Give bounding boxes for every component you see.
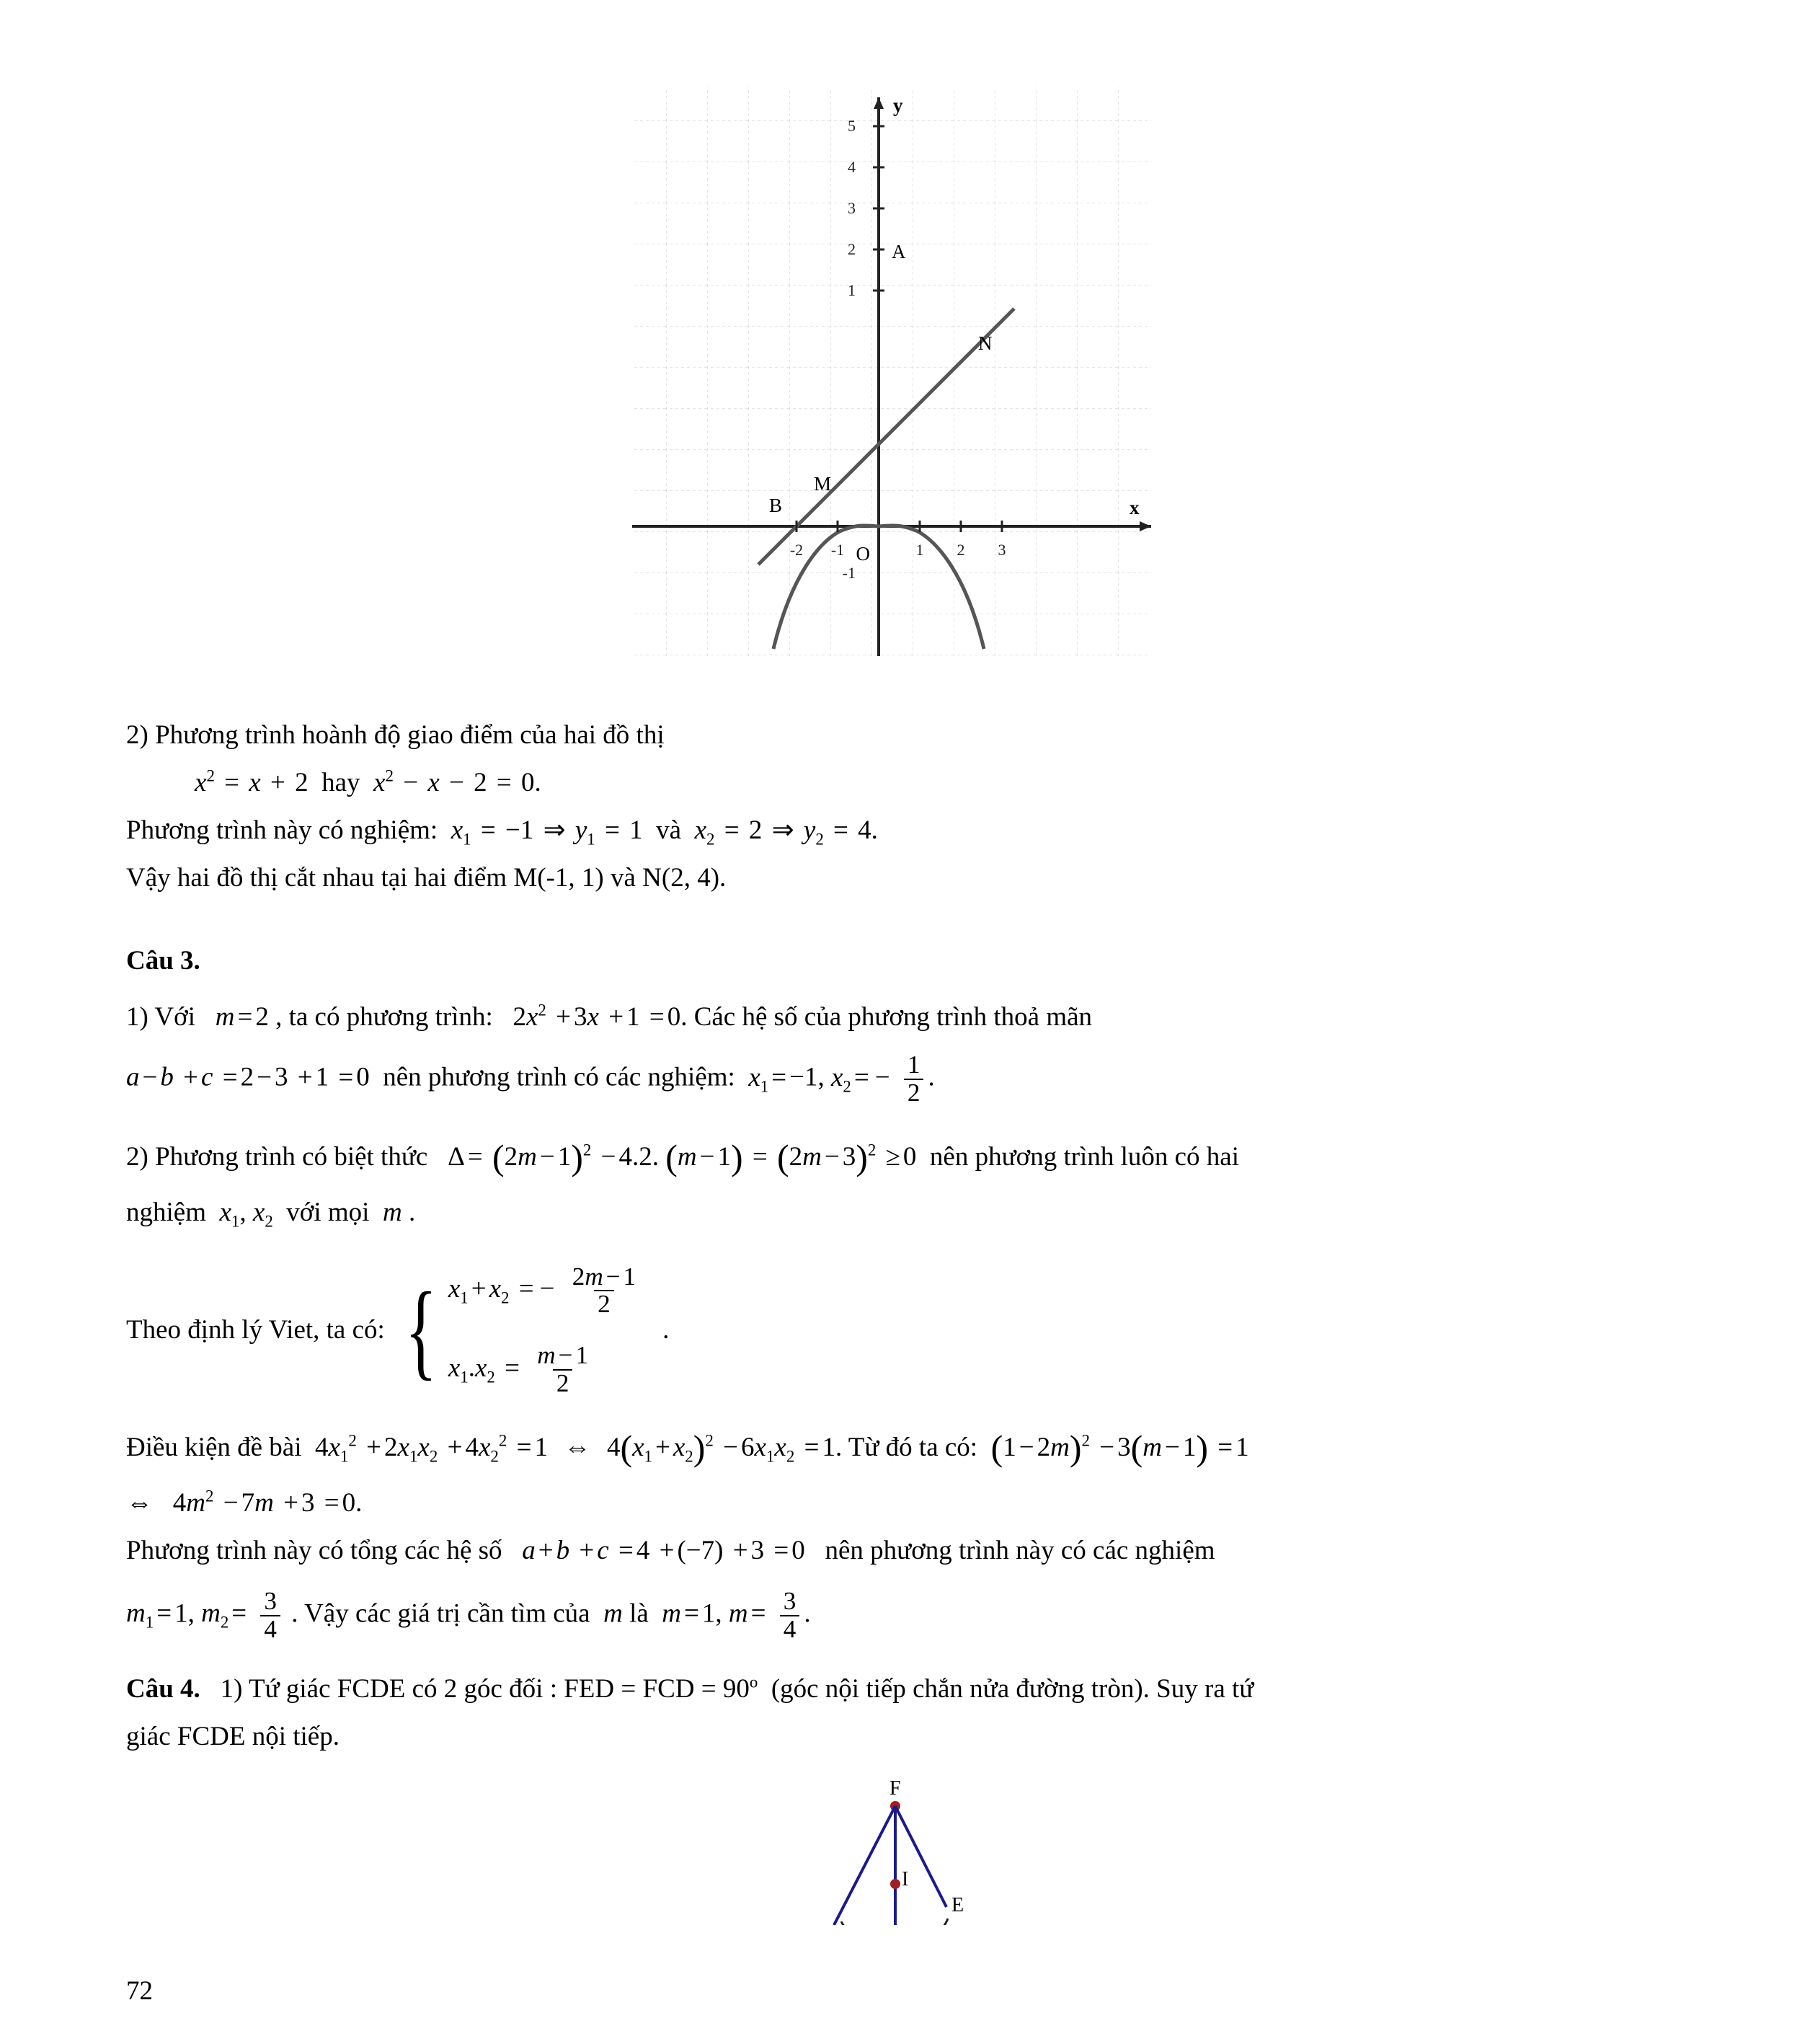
text-iff: ⇔ [126, 1488, 153, 1518]
y-tick: 5 [847, 117, 856, 135]
paragraph-sum-coeff: Phương trình này có tổng các hệ số a + b + c = 4 + (−7) + 3 = 0 nên phương trình này có các nghiệm [126, 1536, 1215, 1565]
graph-svg [625, 79, 1173, 685]
text-vay-cac-gia-tri: . Vậy các giá trị cần tìm của [291, 1598, 590, 1629]
document-body [126, 714, 1671, 1758]
text-tong-he-so: Phương trình này có tổng các hệ số [126, 1536, 502, 1565]
viet-trailing-period: . [662, 1315, 670, 1345]
x-tick: -2 [789, 541, 803, 559]
paragraph-condition-cont: ⇔ $4m^2 - 7m + 3 = 0$. [126, 1487, 363, 1518]
text-nghiem: nghiệm [126, 1197, 206, 1227]
paragraph-cau3-2: 2) Phương trình có biệt thức $\Delta = (2m - 1)^2 - 4.2$. $(m - 1) = (2m - 3)^2 \ge 0$ nên phương trình luôn có hai [126, 1137, 1239, 1178]
text-voi-moi: với mọi [286, 1197, 370, 1227]
text-cau3-1a: 1) Với [126, 1002, 195, 1032]
paragraph-cau4 [126, 1668, 1671, 1711]
text-la: là [629, 1598, 649, 1629]
fraction-three-fourths-2: $\frac{3}{4}$ [780, 1588, 800, 1643]
point-label-b: B [768, 495, 782, 516]
text-cau4-2: (góc nội tiếp chắn nửa đường tròn). Suy ra tứ [771, 1673, 1254, 1704]
point-label-m: M [813, 473, 831, 495]
x-axis-label: x [1129, 497, 1139, 518]
math-x-squared: $x^2$ [195, 766, 215, 797]
page-number: 72 [126, 1976, 153, 2006]
segment-f-e [895, 1806, 946, 1907]
triangle-svg [747, 1777, 1050, 1925]
origin-label: O [856, 543, 870, 565]
paragraph-m-values: $m_1 = 1$, $m_2$ = $\frac{3}{4}$ . Vậy các giá trị cần tìm của m là m = 1, m = $\frac{3}{4}$ . [126, 1586, 811, 1643]
text-nghiem-prefix: Phương trình này có nghiệm: [126, 815, 438, 845]
text-degree-sup: o [749, 1673, 758, 1691]
viet-equations [443, 1264, 644, 1398]
text-tu-do-ta-co: . Từ đó ta có: [835, 1433, 978, 1463]
y-tick: 1 [847, 281, 856, 299]
text-va: và [656, 815, 682, 845]
x-tick: -1 [830, 541, 844, 559]
paragraph-cau3-1-cont: a − b + c = 2 − 3 + 1 = 0 nên phương trình có các nghiệm: $x_1 = -1$, $x_2$ = − $\frac{1}{2}$ . [126, 1050, 935, 1107]
paragraph-item2-conclusion: Vậy hai đồ thị cắt nhau tại hai điểm M(-1, 1) và N(2, 4). [126, 863, 727, 893]
text-cau3-2a: 2) Phương trình có biệt thức [126, 1142, 428, 1172]
label-hay: hay [321, 767, 360, 797]
figure-graph [126, 0, 1671, 685]
x-tick: 2 [957, 541, 964, 559]
paragraph-condition: Điều kiện đề bài $4x_1^2 + 2x_1x_2 + 4x_2^2 = 1$ ⇔ $4(x_1 + x_2)^2 - 6x_1x_2 = 1$. Từ đó ta có: $(1 - 2m)^2 - 3(m - 1) = 1$ [126, 1428, 1249, 1469]
vertex-label-e: E [951, 1893, 964, 1916]
text-cau3-1b: , ta có phương trình: [275, 1002, 493, 1032]
heading-cau3: Câu 3. [126, 946, 200, 976]
y-tick: -1 [842, 564, 856, 582]
vertex-point-i [890, 1879, 900, 1889]
fraction-one-half: $\frac{1}{2}$ [904, 1052, 924, 1107]
y-tick: 2 [847, 240, 856, 258]
paragraph-cau3-1: 1) Với m = 2 , ta có phương trình: $2x^2 + 3x + 1 = 0$. Các hệ số của phương trình thoả mãn [126, 1001, 1093, 1032]
x-tick: 1 [915, 541, 923, 559]
viet-product-equation: $x_1.x_2$ = $\frac{m - 1}{2}$ [448, 1342, 644, 1397]
text-co-cac-nghiem: nên phương trình này có các nghiệm [825, 1536, 1215, 1565]
fraction-three-fourths-1: $\frac{3}{4}$ [260, 1588, 280, 1643]
paragraph-cau3-2-cont: nghiệm $x_1$, $x_2$ với mọi m . [126, 1197, 416, 1231]
segment-f-left [834, 1806, 895, 1925]
x-tick: 3 [998, 541, 1006, 559]
viet-theorem-block [126, 1264, 1671, 1398]
viet-sum-equation: $x_1 + x_2$ = − $\frac{2m - 1}{2}$ [448, 1264, 644, 1319]
text-cau3-1d: nên phương trình có các nghiệm: [383, 1062, 735, 1092]
paragraph-item2-title: 2) Phương trình hoành độ giao điểm của hai đồ thị [126, 720, 665, 750]
point-label-n: N [977, 332, 992, 354]
figure-triangle [126, 1777, 1671, 1925]
vertex-label-f: F [889, 1777, 901, 1800]
paragraph-cau4-cont: giác FCDE nội tiếp. [126, 1721, 340, 1751]
viet-label: Theo định lý Viet, ta có: [126, 1315, 385, 1345]
paragraph-item2-roots: Phương trình này có nghiệm: $x_1 = -1$ ⇒ $y_1 = 1$ và $x_2 = 2$ ⇒ $y_2 = 4$. [126, 815, 878, 849]
y-tick: 3 [847, 199, 856, 217]
text-cau3-1c: . Các hệ số của phương trình thoả mãn [680, 1002, 1093, 1032]
text-cau3-2b: nên phương trình luôn có hai [929, 1142, 1239, 1172]
y-axis-label: y [892, 94, 902, 116]
text-period: . [408, 1197, 416, 1227]
left-brace: { [404, 1270, 438, 1390]
text-dieu-kien: Điều kiện đề bài [126, 1433, 302, 1463]
vertex-label-i: I [901, 1867, 908, 1890]
fraction-2m-1-over-2: $\frac{2m - 1}{2}$ [572, 1262, 636, 1319]
paragraph-item2-equation: $x^2 = x + 2$ hay $x^2 - x - 2 = 0$. [195, 766, 541, 797]
heading-cau4: Câu 4. [126, 1673, 200, 1704]
y-tick: 4 [847, 158, 856, 176]
fraction-m-1-over-2: $\frac{m - 1}{2}$ [537, 1341, 589, 1398]
text-cau4-1: 1) Tứ giác FCDE có 2 góc đối : FED = FCD = 90 [220, 1673, 750, 1704]
point-label-a: A [891, 241, 905, 262]
grid [632, 87, 1151, 656]
